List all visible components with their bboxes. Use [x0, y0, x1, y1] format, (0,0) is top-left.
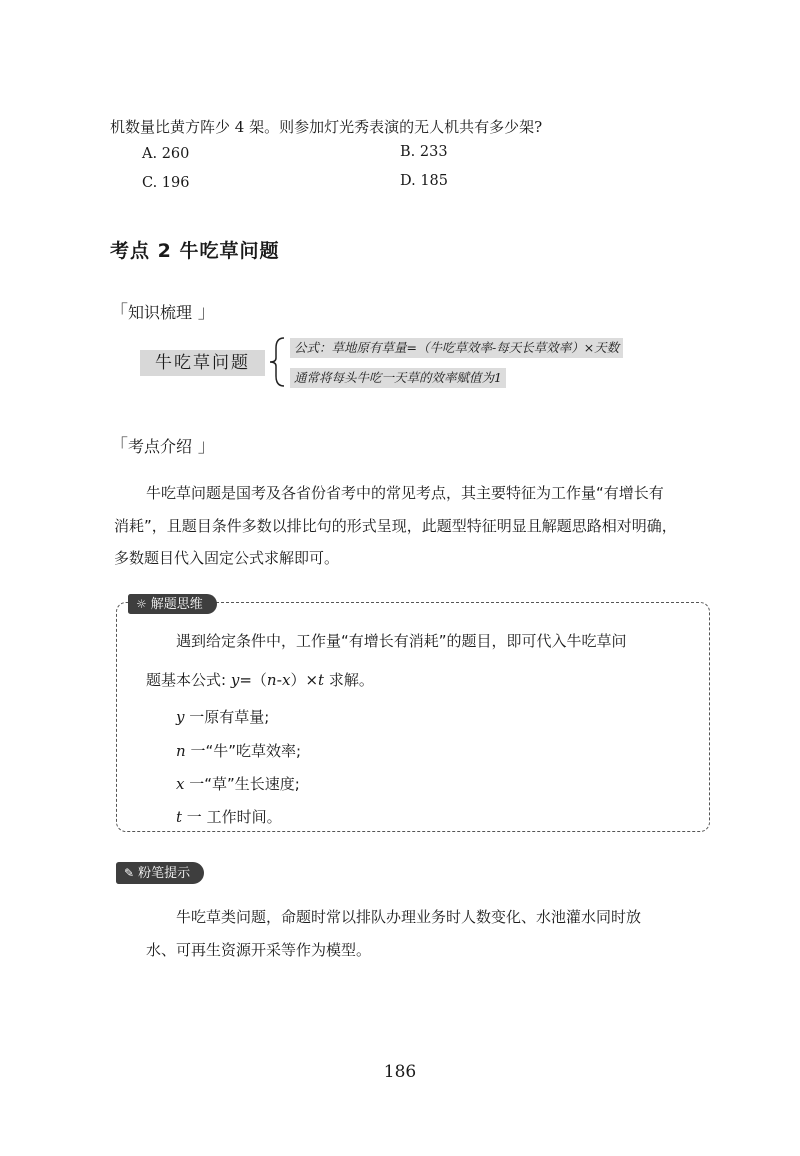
def-n [176, 740, 301, 761]
intro-line-2: 消耗”，且题目条件多数以排比句的形式呈现，此题型特征明显且解题思路相对明确， [114, 517, 677, 535]
def-t-var: t [176, 808, 183, 826]
formula-var-n: n [266, 671, 277, 689]
tip-tag-text: 粉笔提示 [138, 866, 191, 881]
def-t [176, 806, 282, 827]
tip-line-1: 牛吃草类问题，命题时常以排队办理业务时人数变化、水池灌水同时放 [176, 908, 642, 926]
method-tag-text: 解题思维 [150, 597, 203, 612]
intro-line-3: 多数题目代入固定公式求解即可。 [114, 549, 340, 567]
lightbulb-icon: ☼ [136, 597, 147, 611]
knowledge-header-text: 知识梳理 [128, 303, 193, 322]
formula-minus: - [276, 671, 282, 689]
formula-var-t: t [318, 671, 325, 689]
formula-var-x: x [281, 671, 291, 689]
def-x-text: 一“草”生长速度; [184, 775, 300, 793]
method-line-1: 遇到给定条件中，工作量“有增长有消耗”的题目，即可代入牛吃草问 [176, 632, 627, 650]
option-d: D. 185 [400, 173, 449, 189]
brace-icon [268, 336, 286, 388]
formula-prefix: 题基本公式: [146, 671, 231, 689]
formula-line-1: 公式：草地原有草量=（牛吃草效率-每天长草效率）×天数 [290, 338, 623, 358]
def-y-text: 一原有草量; [184, 708, 270, 726]
def-n-var: n [176, 742, 186, 760]
formula-suffix: 求解。 [324, 671, 374, 689]
option-a: A. 260 [142, 146, 190, 162]
formula-line-2: 通常将每头牛吃一天草的效率赋值为1 [290, 368, 506, 388]
def-t-text: 一 工作时间。 [182, 808, 282, 826]
method-line-2 [146, 669, 374, 690]
formula-main-label: 牛吃草问题 [140, 350, 265, 376]
def-x [176, 773, 300, 794]
def-x-var: x [176, 775, 185, 793]
page-number: 186 [383, 1062, 417, 1082]
def-y [176, 706, 269, 727]
formula-close: ）× [290, 671, 319, 689]
intro-header-text: 考点介绍 [128, 437, 193, 456]
tip-tag [116, 862, 204, 884]
method-tag [128, 594, 217, 614]
knowledge-header: 「知识梳理 」 [110, 302, 216, 323]
option-c: C. 196 [142, 175, 190, 191]
option-b: B. 233 [400, 144, 448, 160]
tip-line-2: 水、可再生资源开采等作为模型。 [146, 941, 372, 959]
formula-var-y: y [230, 671, 240, 689]
def-y-var: y [176, 708, 185, 726]
question-text: 机数量比黄方阵少 4 架。则参加灯光秀表演的无人机共有多少架? [110, 118, 543, 136]
intro-line-1: 牛吃草问题是国考及各省份省考中的常见考点，其主要特征为工作量“有增长有 [146, 484, 664, 502]
section-title: 考点 2 牛吃草问题 [110, 240, 280, 262]
formula-eq: =（ [239, 671, 267, 689]
def-n-text: 一“牛”吃草效率; [185, 742, 302, 760]
pen-icon: ✎ [124, 866, 135, 880]
knowledge-formula [140, 334, 700, 392]
intro-header: 「考点介绍 」 [110, 436, 216, 457]
